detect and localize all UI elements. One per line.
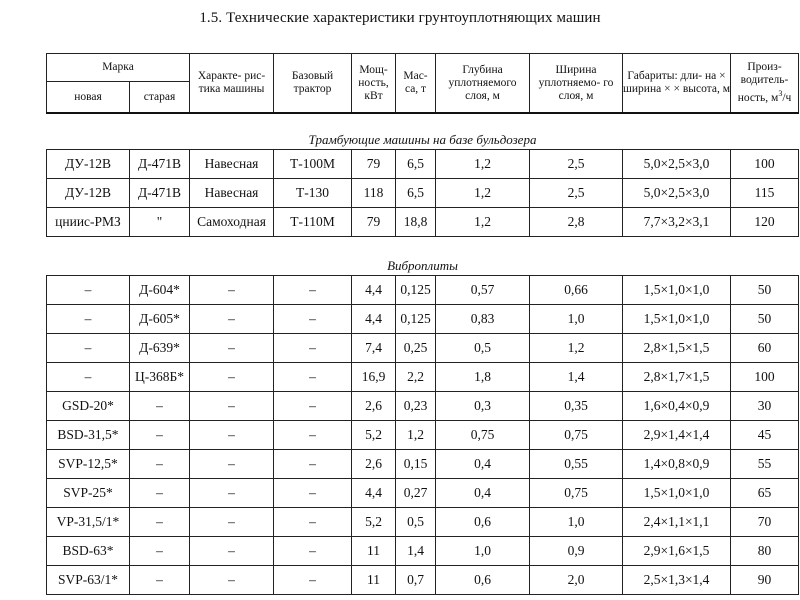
table-row	[47, 276, 799, 305]
cell-massa: 6,5	[396, 179, 436, 208]
cell-moshnost: 11	[352, 566, 396, 595]
table-row	[47, 479, 799, 508]
cell-harakteristika: –	[190, 276, 274, 305]
cell-glubina: 0,57	[436, 276, 530, 305]
cell-moshnost: 2,6	[352, 392, 396, 421]
cell-shirina: 2,5	[530, 150, 623, 179]
cell-marka-novaya: ДУ-12В	[47, 179, 130, 208]
cell-marka-novaya: SVP-25*	[47, 479, 130, 508]
cell-massa: 0,125	[396, 305, 436, 334]
cell-massa: 18,8	[396, 208, 436, 237]
cell-bazovyi-traktor: –	[274, 276, 352, 305]
cell-marka-staraya: –	[130, 537, 190, 566]
cell-harakteristika: –	[190, 508, 274, 537]
cell-marka-staraya: Ц-368Б*	[130, 363, 190, 392]
cell-gabarity: 1,4×0,8×0,9	[623, 450, 731, 479]
cell-shirina: 0,75	[530, 479, 623, 508]
section-row	[47, 113, 799, 150]
header-staraya: старая	[130, 82, 190, 114]
cell-bazovyi-traktor: –	[274, 450, 352, 479]
cell-glubina: 0,4	[436, 450, 530, 479]
cell-gabarity: 2,8×1,7×1,5	[623, 363, 731, 392]
cell-shirina: 0,75	[530, 421, 623, 450]
cell-gabarity: 1,5×1,0×1,0	[623, 305, 731, 334]
cell-shirina: 0,9	[530, 537, 623, 566]
cell-massa: 6,5	[396, 150, 436, 179]
cell-proizvoditelnost: 50	[731, 276, 799, 305]
cell-harakteristika: –	[190, 479, 274, 508]
cell-gabarity: 2,8×1,5×1,5	[623, 334, 731, 363]
header-gabarity: Габариты: дли- на × ширина × × высота, м	[623, 54, 731, 114]
cell-harakteristika: –	[190, 363, 274, 392]
cell-moshnost: 2,6	[352, 450, 396, 479]
cell-moshnost: 7,4	[352, 334, 396, 363]
cell-marka-staraya: –	[130, 508, 190, 537]
cell-marka-staraya: –	[130, 421, 190, 450]
table-row	[47, 392, 799, 421]
cell-proizvoditelnost: 80	[731, 537, 799, 566]
cell-glubina: 0,83	[436, 305, 530, 334]
cell-harakteristika: Навесная	[190, 150, 274, 179]
cell-bazovyi-traktor: Т-110М	[274, 208, 352, 237]
table-row	[47, 508, 799, 537]
cell-massa: 0,25	[396, 334, 436, 363]
header-moshnost: Мощ- ность, кВт	[352, 54, 396, 114]
cell-harakteristika: Навесная	[190, 179, 274, 208]
cell-proizvoditelnost: 90	[731, 566, 799, 595]
cell-shirina: 1,0	[530, 305, 623, 334]
cell-glubina: 0,6	[436, 566, 530, 595]
cell-marka-staraya: –	[130, 566, 190, 595]
cell-marka-staraya: Д-471В	[130, 179, 190, 208]
cell-harakteristika: –	[190, 392, 274, 421]
cell-harakteristika: –	[190, 537, 274, 566]
cell-bazovyi-traktor: –	[274, 537, 352, 566]
cell-marka-novaya: SVP-63/1*	[47, 566, 130, 595]
cell-shirina: 1,4	[530, 363, 623, 392]
cell-marka-novaya: VP-31,5/1*	[47, 508, 130, 537]
page-title: 1.5. Технические характеристики грунтоуплотняющих машин	[199, 10, 601, 26]
table-row	[47, 334, 799, 363]
section-title: Трамбующие машины на базе бульдозера	[308, 132, 537, 147]
cell-bazovyi-traktor: –	[274, 363, 352, 392]
cell-glubina: 0,4	[436, 479, 530, 508]
table-row	[47, 566, 799, 595]
table-body	[47, 113, 799, 595]
cell-marka-staraya: –	[130, 392, 190, 421]
cell-harakteristika: –	[190, 450, 274, 479]
cell-bazovyi-traktor: –	[274, 392, 352, 421]
header-proizvoditelnost-unit: /ч	[782, 91, 792, 104]
header-bazovyi-traktor: Базовый трактор	[274, 54, 352, 114]
cell-marka-novaya: ДУ-12В	[47, 150, 130, 179]
cell-glubina: 0,5	[436, 334, 530, 363]
cell-bazovyi-traktor: Т-100М	[274, 150, 352, 179]
table-row	[47, 450, 799, 479]
header-shirina: Ширина уплотняемо- го слоя, м	[530, 54, 623, 114]
cell-glubina: 0,3	[436, 392, 530, 421]
cell-harakteristika: Самоходная	[190, 208, 274, 237]
cell-bazovyi-traktor: Т-130	[274, 179, 352, 208]
cell-proizvoditelnost: 60	[731, 334, 799, 363]
cell-proizvoditelnost: 100	[731, 363, 799, 392]
cell-bazovyi-traktor: –	[274, 421, 352, 450]
cell-shirina: 0,66	[530, 276, 623, 305]
cell-shirina: 2,8	[530, 208, 623, 237]
cell-bazovyi-traktor: –	[274, 305, 352, 334]
section-title: Виброплиты	[387, 258, 458, 273]
cell-glubina: 1,2	[436, 208, 530, 237]
cell-harakteristika: –	[190, 421, 274, 450]
cell-gabarity: 2,9×1,6×1,5	[623, 537, 731, 566]
cell-marka-staraya: –	[130, 450, 190, 479]
cell-harakteristika: –	[190, 566, 274, 595]
cell-massa: 1,4	[396, 537, 436, 566]
cell-marka-staraya: Д-604*	[130, 276, 190, 305]
cell-shirina: 2,5	[530, 179, 623, 208]
cell-marka-novaya: –	[47, 334, 130, 363]
cell-glubina: 0,75	[436, 421, 530, 450]
cell-marka-novaya: BSD-63*	[47, 537, 130, 566]
table-row	[47, 208, 799, 237]
cell-marka-novaya: –	[47, 363, 130, 392]
cell-marka-novaya: BSD-31,5*	[47, 421, 130, 450]
cell-gabarity: 1,5×1,0×1,0	[623, 479, 731, 508]
header-proizvoditelnost	[731, 54, 799, 114]
cell-proizvoditelnost: 70	[731, 508, 799, 537]
header-harakteristika: Характе- рис- тика машины	[190, 54, 274, 114]
section-row	[47, 237, 799, 276]
cell-moshnost: 4,4	[352, 305, 396, 334]
cell-glubina: 1,0	[436, 537, 530, 566]
header-novaya: новая	[47, 82, 130, 114]
header-proizvoditelnost-sup: 3	[778, 89, 783, 99]
cell-marka-staraya: "	[130, 208, 190, 237]
cell-massa: 0,5	[396, 508, 436, 537]
cell-gabarity: 2,9×1,4×1,4	[623, 421, 731, 450]
cell-harakteristika: –	[190, 305, 274, 334]
cell-marka-novaya: GSD-20*	[47, 392, 130, 421]
cell-glubina: 1,2	[436, 150, 530, 179]
cell-proizvoditelnost: 30	[731, 392, 799, 421]
cell-massa: 0,27	[396, 479, 436, 508]
cell-moshnost: 5,2	[352, 421, 396, 450]
cell-proizvoditelnost: 100	[731, 150, 799, 179]
cell-marka-staraya: –	[130, 479, 190, 508]
header-proizvoditelnost-text: Произ- водитель- ность, м	[737, 61, 789, 104]
header-glubina: Глубина уплотняемого слоя, м	[436, 54, 530, 114]
cell-massa: 0,23	[396, 392, 436, 421]
specs-table	[46, 53, 799, 595]
header-marka: Марка	[47, 54, 190, 82]
cell-glubina: 1,8	[436, 363, 530, 392]
cell-moshnost: 5,2	[352, 508, 396, 537]
cell-shirina: 0,55	[530, 450, 623, 479]
cell-shirina: 1,2	[530, 334, 623, 363]
cell-gabarity: 1,5×1,0×1,0	[623, 276, 731, 305]
table-row	[47, 537, 799, 566]
cell-massa: 1,2	[396, 421, 436, 450]
table-row	[47, 179, 799, 208]
cell-gabarity: 5,0×2,5×3,0	[623, 179, 731, 208]
table-row	[47, 305, 799, 334]
cell-massa: 2,2	[396, 363, 436, 392]
cell-marka-staraya: Д-605*	[130, 305, 190, 334]
cell-massa: 0,15	[396, 450, 436, 479]
cell-marka-novaya: SVP-12,5*	[47, 450, 130, 479]
cell-marka-staraya: Д-471В	[130, 150, 190, 179]
cell-gabarity: 7,7×3,2×3,1	[623, 208, 731, 237]
cell-massa: 0,125	[396, 276, 436, 305]
cell-moshnost: 16,9	[352, 363, 396, 392]
cell-moshnost: 11	[352, 537, 396, 566]
cell-bazovyi-traktor: –	[274, 508, 352, 537]
table-row	[47, 363, 799, 392]
cell-marka-novaya: –	[47, 276, 130, 305]
cell-bazovyi-traktor: –	[274, 479, 352, 508]
cell-gabarity: 2,5×1,3×1,4	[623, 566, 731, 595]
cell-moshnost: 4,4	[352, 276, 396, 305]
cell-proizvoditelnost: 55	[731, 450, 799, 479]
cell-moshnost: 79	[352, 208, 396, 237]
table-row	[47, 421, 799, 450]
header-massa: Мас- са, т	[396, 54, 436, 114]
cell-bazovyi-traktor: –	[274, 566, 352, 595]
cell-bazovyi-traktor: –	[274, 334, 352, 363]
cell-shirina: 1,0	[530, 508, 623, 537]
cell-proizvoditelnost: 45	[731, 421, 799, 450]
cell-glubina: 0,6	[436, 508, 530, 537]
cell-gabarity: 2,4×1,1×1,1	[623, 508, 731, 537]
table-header	[47, 54, 799, 114]
cell-proizvoditelnost: 120	[731, 208, 799, 237]
cell-shirina: 2,0	[530, 566, 623, 595]
table-row	[47, 150, 799, 179]
cell-gabarity: 5,0×2,5×3,0	[623, 150, 731, 179]
cell-moshnost: 118	[352, 179, 396, 208]
cell-moshnost: 79	[352, 150, 396, 179]
cell-proizvoditelnost: 65	[731, 479, 799, 508]
cell-moshnost: 4,4	[352, 479, 396, 508]
cell-gabarity: 1,6×0,4×0,9	[623, 392, 731, 421]
cell-proizvoditelnost: 115	[731, 179, 799, 208]
cell-proizvoditelnost: 50	[731, 305, 799, 334]
cell-glubina: 1,2	[436, 179, 530, 208]
cell-marka-novaya: –	[47, 305, 130, 334]
cell-harakteristika: –	[190, 334, 274, 363]
cell-shirina: 0,35	[530, 392, 623, 421]
cell-marka-staraya: Д-639*	[130, 334, 190, 363]
cell-marka-novaya: цниис-РМЗ	[47, 208, 130, 237]
cell-massa: 0,7	[396, 566, 436, 595]
